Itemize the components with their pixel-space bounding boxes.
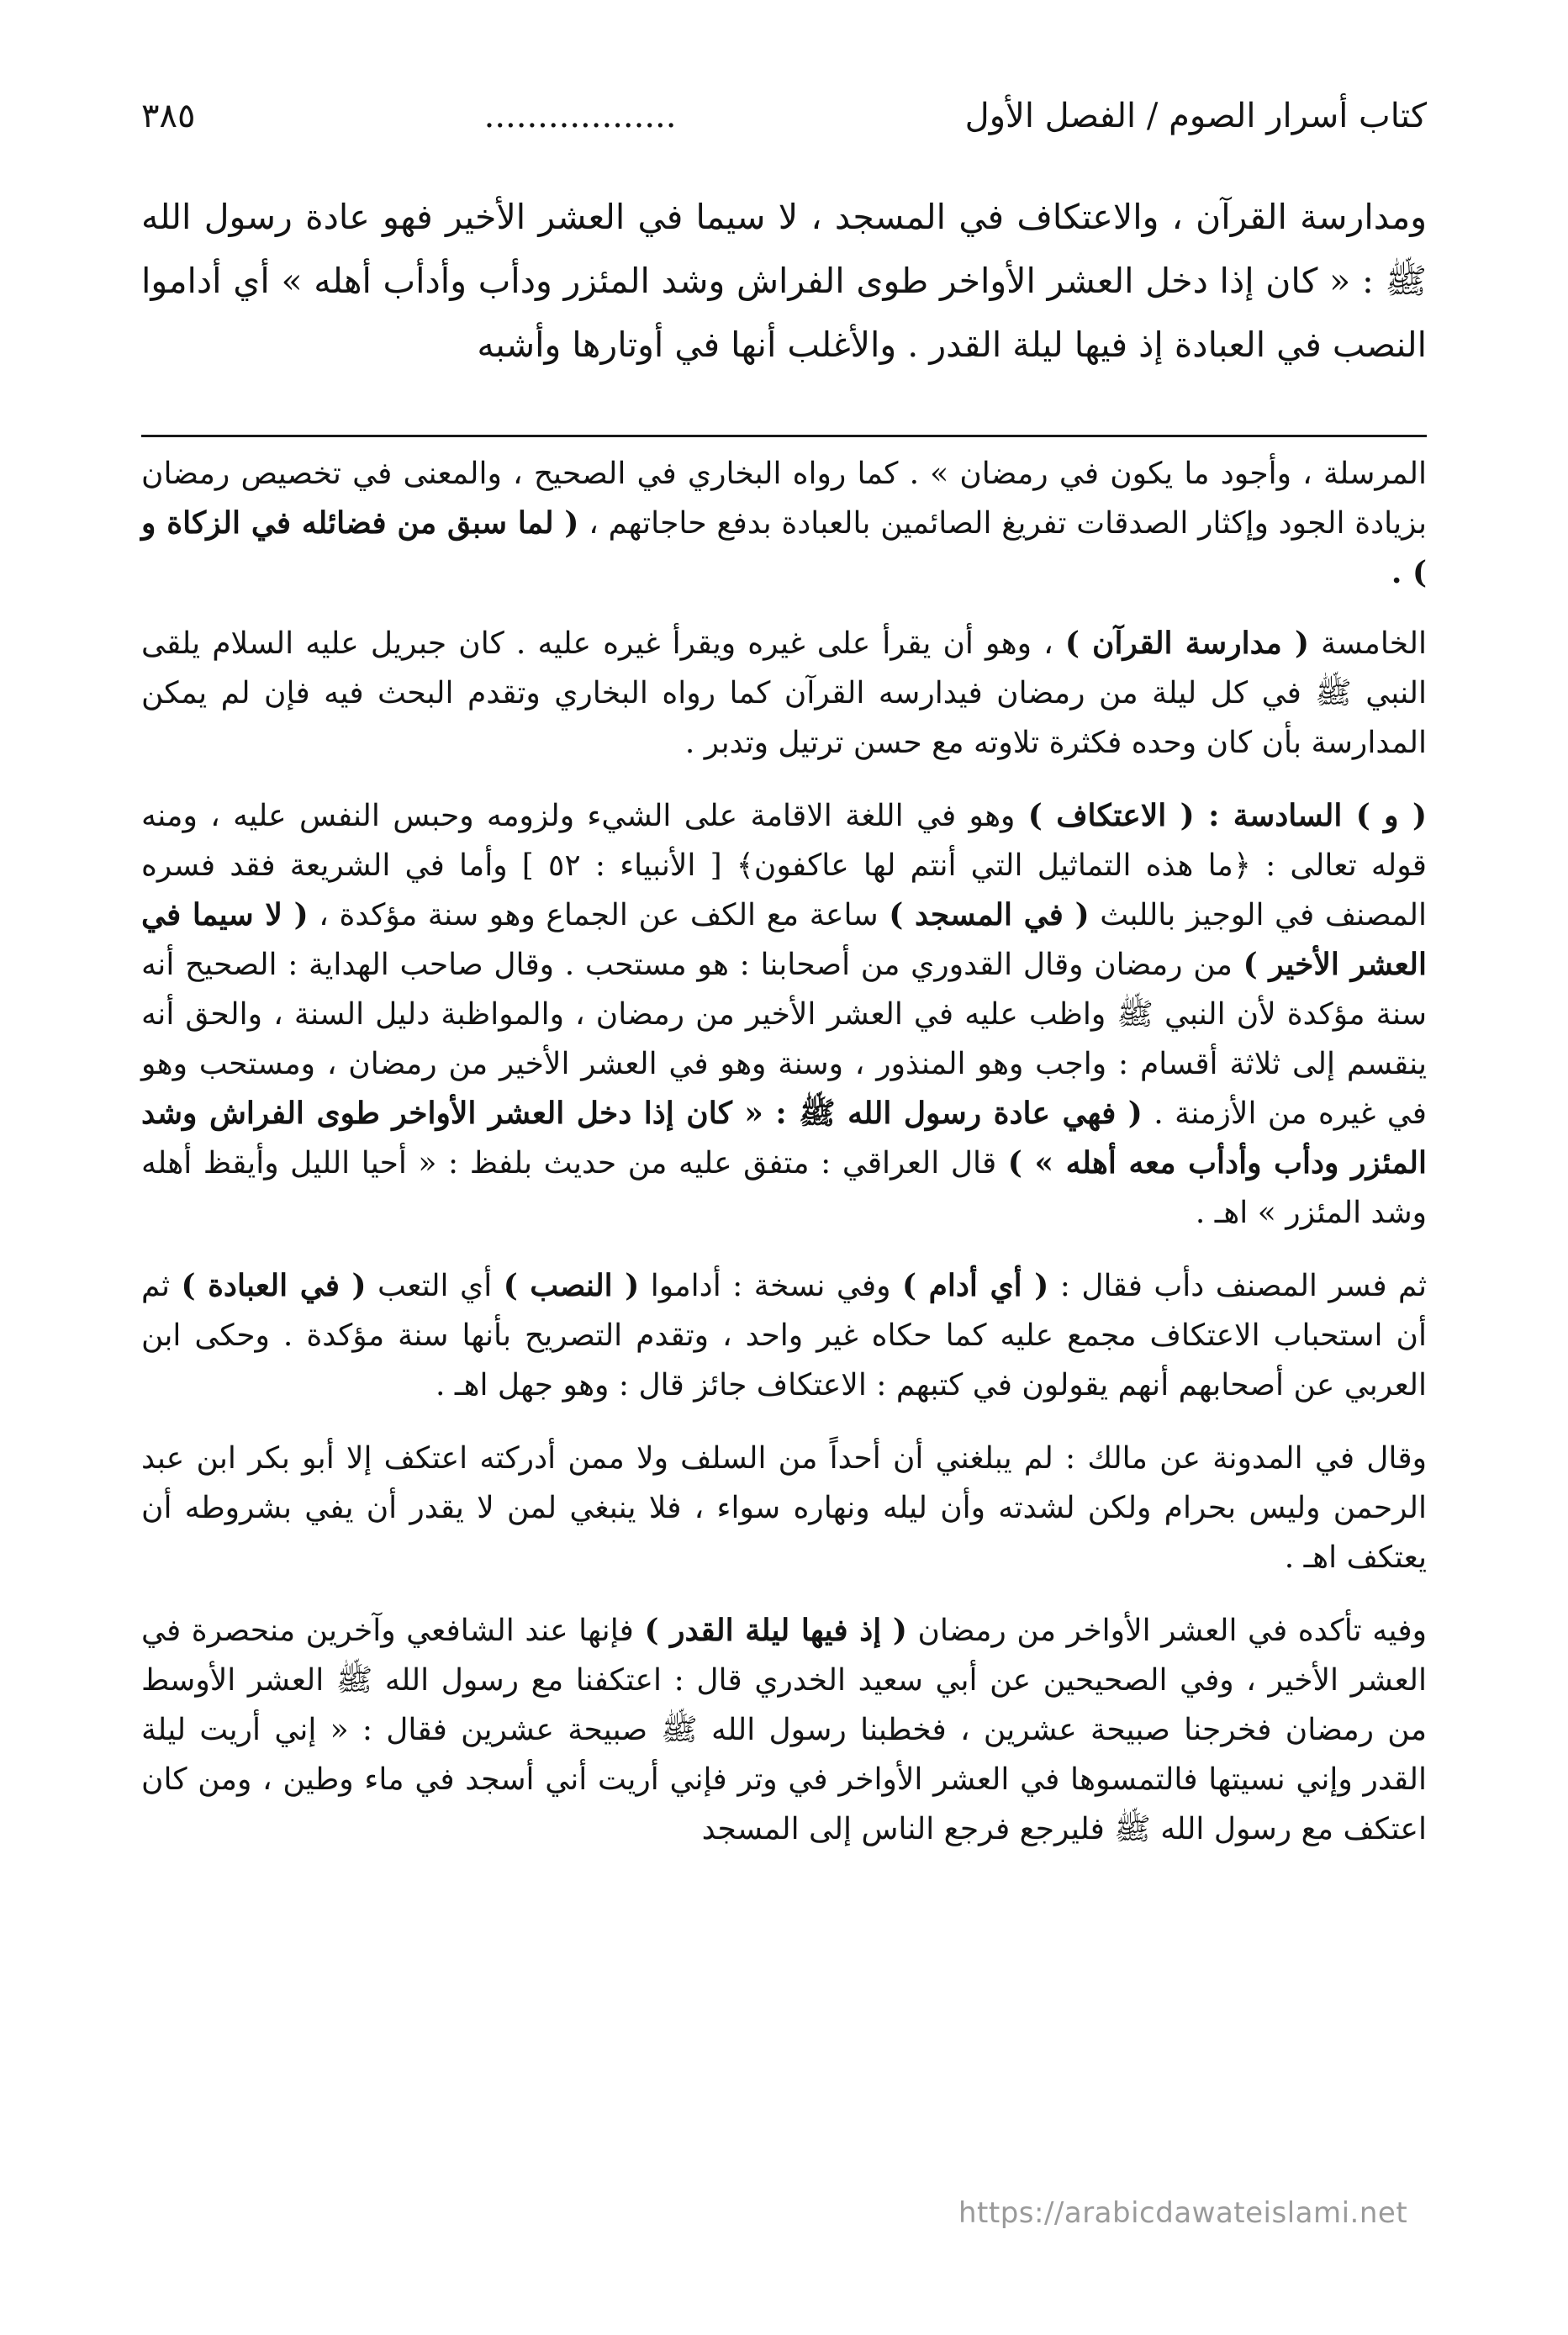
commentary-text: ثم أن استحباب الاعتكاف مجمع عليه كما حكاه غير واحد ، وتقدم التصريح بأنها سنة مؤكدة . وحكى ابن العربي عن أصحابهم أنهم يقولون في كتبهم : الاعتكاف جائز قال : وهو جهل اهـ . (141, 1269, 1427, 1403)
running-header (141, 91, 1427, 141)
leader-dots: .................. (483, 97, 677, 135)
commentary (141, 449, 1427, 1878)
quoted-matn: ( أي أدام ) (902, 1268, 1049, 1303)
quoted-matn: ( لا سيما في العشر الأخير ) (141, 897, 1428, 982)
commentary-paragraph-2 (141, 619, 1427, 768)
commentary-text: من رمضان وقال القدوري من أصحابنا : هو مستحب . وقال صاحب الهداية : الصحيح أنه سنة مؤكدة لأن النبي ﷺ واظب عليه في العشر الأخير من رمضان ، والمواظبة دليل السنة ، والحق أنه ينقسم إلى ثلاثة أقسام : واجب وهو المنذور ، وسنة وهو في العشر الأخير من رمضان ، ومستحب وهو في غيره من الأزمنة . (141, 948, 1427, 1131)
commentary-text: وفيه تأكده في العشر الأواخر من رمضان (906, 1614, 1427, 1648)
commentary-paragraph-1 (141, 449, 1427, 598)
commentary-text: قال العراقي : متفق عليه من حديث بلفظ : « أحيا الليل وأيقظ أهله وشد المئزر » اهـ . (141, 1146, 1427, 1230)
quoted-matn: ( في المسجد ) (889, 897, 1090, 932)
commentary-text: وفي نسخة : أداموا (639, 1269, 902, 1303)
quoted-matn: ( إذ فيها ليلة القدر ) (644, 1613, 907, 1648)
quoted-matn: ( و ) السادسة : ( الاعتكاف ) (1027, 798, 1427, 833)
commentary-paragraph-4 (141, 1261, 1427, 1410)
main-text-paragraph: ومدارسة القرآن ، والاعتكاف في المسجد ، لا سيما في العشر الأخير فهو عادة رسول الله ﷺ : « كان إذا دخل العشر الأواخر طوى الفراش وشد المئزر ودأب وأدأب أهله » أي أداموا النصب في العبادة إذ فيها ليلة القدر . والأغلب أنها في أوتارها وأشبه (141, 197, 1427, 365)
commentary-text: وهو في اللغة الاقامة على الشيء ولزومه وحبس النفس عليه ، ومنه قوله تعالى : ﴿ما هذه التماثيل التي أنتم لها عاكفون﴾ [ الأنبياء : ٥٢ ] وأما في الشريعة فقد فسره المصنف في الوجيز باللبث (141, 799, 1428, 932)
watermark-url: https://arabicdawateislami.net (958, 2196, 1408, 2230)
commentary-text: المرسلة ، وأجود ما يكون في رمضان » . كما رواه البخاري في الصحيح ، والمعنى في تخصيص رمضان بزيادة الجود وإكثار الصدقات تفريغ الصائمين بالعبادة بدفع حاجاتهم ، (141, 457, 1428, 541)
commentary-text: فإنها عند الشافعي وآخرين منحصرة في العشر الأخير ، وفي الصحيحين عن أبي سعيد الخدري قال : اعتكفنا مع رسول الله ﷺ العشر الأوسط من رمضان فخرجنا صبيحة عشرين ، فخطبنا رسول الله ﷺ صبيحة عشرين فقال : « إني أريت ليلة القدر وإني نسيتها فالتمسوها في العشر الأواخر في وتر فإني أريت أني أسجد في ماء وطين ، ومن كان اعتكف مع رسول الله ﷺ فليرجع فرجع الناس إلى المسجد (141, 1614, 1427, 1846)
footnote-divider (141, 435, 1427, 437)
commentary-text: ، وهو أن يقرأ على غيره ويقرأ غيره عليه . كان جبريل عليه السلام يلقى النبي ﷺ في كل ليلة من رمضان فيدارسه القرآن كما رواه البخاري وتقدم البحث فيه فإن لم يمكن المدارسة بأن كان وحده فكثرة تلاوته مع حسن ترتيل وتدبر . (141, 626, 1428, 760)
commentary-text: أي التعب (366, 1269, 504, 1303)
main-text (141, 185, 1427, 377)
page-number: ٣٨٥ (141, 97, 196, 135)
commentary-text: الخامسة (1309, 626, 1427, 661)
commentary-paragraph-5: وقال في المدونة عن مالك : لم يبلغني أن أحداً من السلف ولا ممن أدركته اعتكف إلا أبو بكر ابن عبد الرحمن وليس بحرام ولكن لشدته وأن ليله ونهاره سواء ، فلا ينبغي لمن لا يقدر أن يفي بشروطه أن يعتكف اهـ . (141, 1441, 1427, 1575)
quoted-matn: ( مدارسة القرآن ) (1064, 626, 1310, 661)
quoted-matn: ( فهي عادة رسول الله ﷺ : « كان إذا دخل العشر الأواخر طوى الفراش وشد المئزر ودأب وأدأب معه أهله » ) (141, 1096, 1428, 1181)
commentary-paragraph-3 (141, 791, 1427, 1238)
quoted-matn: ( النصب ) (503, 1268, 640, 1303)
quoted-matn: ( لما سبق من فضائله في الزكاة و ) . (141, 505, 1427, 590)
commentary-text: ساعة مع الكف عن الجماع وهو سنة مؤكدة ، (308, 898, 890, 932)
commentary-paragraph-6 (141, 1606, 1427, 1854)
commentary-text: ثم فسر المصنف دأب فقال : (1048, 1269, 1428, 1303)
quoted-matn: ( في العبادة ) (181, 1268, 367, 1303)
chapter-title: كتاب أسرار الصوم / الفصل الأول (964, 97, 1427, 135)
